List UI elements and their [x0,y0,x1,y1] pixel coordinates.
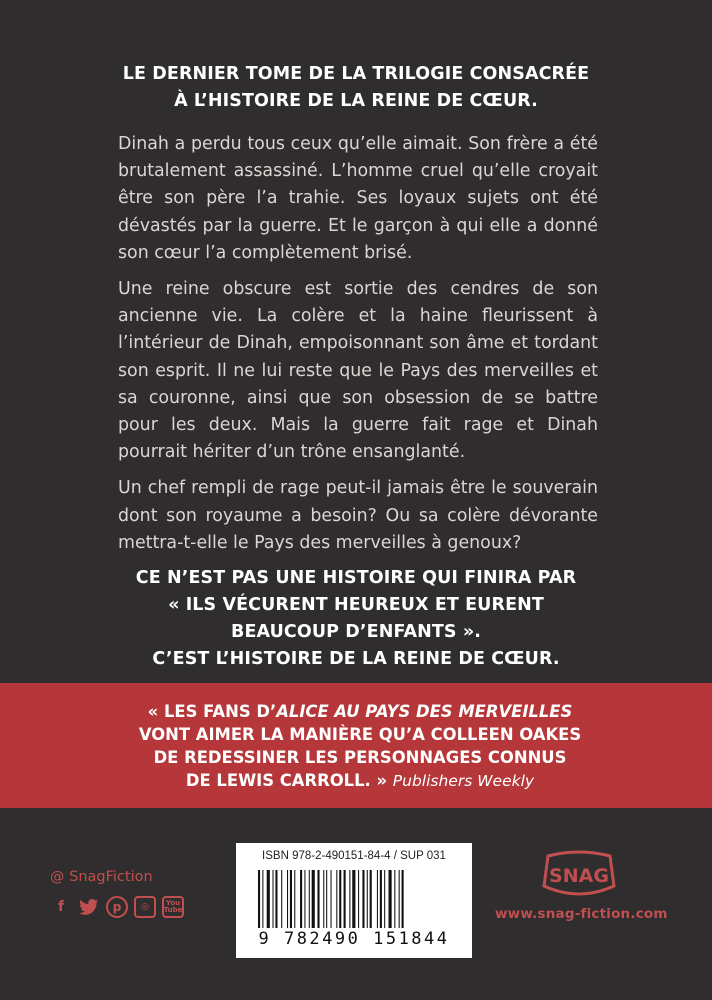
bottom-headline-line-1: CE N’EST PAS UNE HISTOIRE QUI FINIRA PAR [135,568,577,588]
barcode-number: 9 782490 151844 [258,929,450,949]
pinterest-icon: p [106,896,128,918]
blurb-paragraph-3: Un chef rempli de rage peut-il jamais être le souverain dont son royaume a besoin? Ou sa colère dévorante mettra-t-elle le Pays des merveilles à genoux? [118,478,598,553]
top-headline-line-2: À L’HISTOIRE DE LA REINE DE CŒUR. [174,91,538,111]
top-headline-line-1: LE DERNIER TOME DE LA TRILOGIE CONSACRÉE [122,64,590,84]
publisher-website[interactable]: www.snag-fiction.com [495,906,668,922]
blurb [118,131,598,566]
quote-source: Publishers Weekly [392,772,535,790]
blurb-paragraph-1: Dinah a perdu tous ceux qu’elle aimait. Son frère a été brutalement assassiné. L’homme cruel qu’elle croyait être son père l’a trahie. Ses loyaux sujets ont été dévastés par la guerre. Et le garçon à qui elle a donné son cœur l’a complètement brisé. [118,134,598,263]
top-headline [0,61,712,115]
youtube-icon: You Tube [162,896,184,918]
barcode-bars [256,870,452,928]
instagram-icon: ◎ [134,896,156,918]
quote-line-2: VONT AIMER LA MANIÈRE QU’A COLLEEN OAKES [138,725,582,744]
blurb-paragraph-2: Une reine obscure est sortie des cendres de son ancienne vie. La colère et la haine fleurissent à l’intérieur de Dinah, empoisonnant son âme et tordant son esprit. Il ne lui reste que le Pays des merveilles et sa couronne, ainsi que son obsession de se battre pour les deux. Mais la guerre fait rage et Dinah pourrait hériter d’un trône ensanglanté. [118,279,598,463]
quote-line-4-text: DE LEWIS CARROLL. » [185,771,388,790]
quote-line-3: DE REDESSINER LES PERSONNAGES CONNUS [153,748,567,767]
quote-line-4 [60,769,660,793]
bottom-headline-line-3: BEAUCOUP D’ENFANTS ». [231,622,481,642]
twitter-icon [78,896,100,918]
snag-logo [540,846,618,904]
barcode-box [236,843,472,958]
isbn-text: ISBN 978-2-490151-84-4 / SUP 031 [262,850,446,862]
facebook-icon: f [57,899,65,915]
bottom-headline-line-2: « ILS VÉCURENT HEUREUX ET EURENT [168,595,544,615]
press-quote [60,700,660,793]
social-handle: @ SnagFiction [50,869,153,885]
bottom-headline-line-4: C’EST L’HISTOIRE DE LA REINE DE CŒUR. [152,649,560,669]
quote-book-title: ALICE AU PAYS DES MERVEILLES [276,702,573,721]
quote-open: « LES FANS D’ [147,702,277,721]
snag-logo-text: SNAG [549,865,609,887]
social-icons [50,896,184,918]
bottom-headline [0,565,712,673]
quote-line-1 [60,700,660,723]
